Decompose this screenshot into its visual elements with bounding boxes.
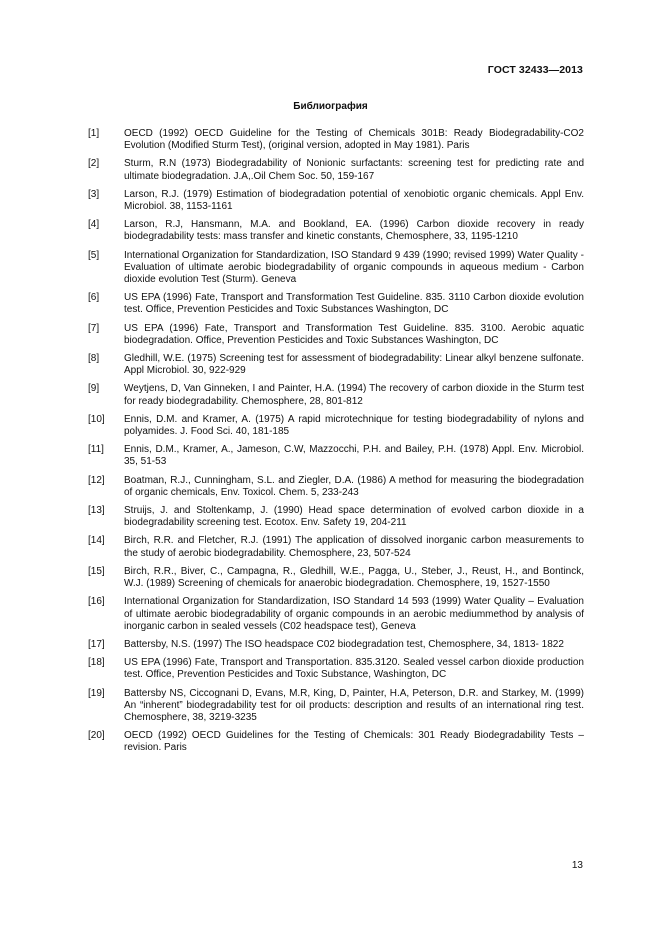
bibliography-entry [88,444,584,468]
entry-number: [3] [88,188,100,200]
entry-text: Birch, R.R., Biver, C., Campagna, R., Gledhill, W.E., Pagga, U., Steber, J., Reust, H., and Bontinck, W.J. (1989) Screening of chemicals for anaerobic biodegradation. Chemosphere, 19, 1527-1550 [124,565,584,590]
entry-number: [9] [88,383,100,395]
entry-number: [8] [88,353,100,365]
bibliography-entry [88,639,584,651]
bibliography-entry [88,596,584,633]
entry-text: US EPA (1996) Fate, Transport and Transportation. 835.3120. Sealed vessel carbon dioxide production test. Office, Prevention Pesticides and Toxic Substance, Washington, DC [124,657,584,681]
bibliography-entry [88,292,584,316]
entry-text: Gledhill, W.E. (1975) Screening test for assessment of biodegradability: Linear alkyl benzene sulfonate. Appl Microbiol. 30, 922-929 [124,353,584,377]
bibliography-entry [88,128,584,152]
bibliography-list [88,128,584,761]
entry-text: Weytjens, D, Van Ginneken, I and Painter, H.A. (1994) The recovery of carbon dioxide in the Sturm test for ready biodegradability. Chemosphere, 28, 801-812 [124,383,584,407]
bibliography-entry [88,730,584,754]
entry-text: Struijs, J. and Stoltenkamp, J. (1990) Head space determination of evolved carbon dioxide in a biodegradability screening test. Ecotox. Env. Safety 19, 204-211 [124,505,584,529]
page-number: 13 [571,860,583,871]
entry-number: [4] [88,219,100,231]
entry-text: Ennis, D.M. and Kramer, A. (1975) A rapid microtechnique for testing biodegradability of nylons and polyamides. J. Food Sci. 40, 181-185 [124,413,584,438]
bibliography-entry [88,323,584,347]
standard-code: ГОСТ 32433—2013 [487,64,583,76]
entry-number: [13] [88,505,105,517]
entry-number: [10] [88,413,105,425]
entry-text: Larson, R.J, Hansmann, M.A. and Bookland, EA. (1996) Carbon dioxide recovery in ready biodegradability tests: mass transfer and kinetic constants, Chemosphere, 33, 1195-1210 [124,219,584,243]
entry-number: [5] [88,249,100,261]
bibliography-entry [88,353,584,377]
entry-text: International Organization for Standardization, ISO Standard 14 593 (1999) Water Quality – Evaluation of ultimate aerobic biodegradability of organic compounds in an aerobic mediummethod by analysis of inorganic carbon in sealed vessels (C02 headspace test), Geneva [124,596,584,632]
entry-text: OECD (1992) OECD Guideline for the Testing of Chemicals 301B: Ready Biodegradability-CO2 Evolution (Modified Sturm Test), (original version, adopted in May 1981). Paris [124,128,584,152]
entry-number: [11] [88,444,104,456]
entry-number: [18] [88,657,105,669]
bibliography-entry [88,657,584,681]
bibliography-entry [88,566,584,590]
entry-number: [2] [88,158,100,170]
entry-text: Sturm, R.N (1973) Biodegradability of Nonionic surfactants: screening test for predicting rate and ultimate biodegradation. J.A,.Oil Chem Soc. 50, 159-167 [124,158,584,182]
entry-text: Larson, R.J. (1979) Estimation of biodegradation potential of xenobiotic organic chemicals. Appl Env. Microbiol. 38, 1153-1161 [124,188,584,213]
bibliography-entry [88,219,584,243]
entry-text: US EPA (1996) Fate, Transport and Transformation Test Guideline. 835. 3110 Carbon dioxide evolution test. Office, Prevention Pesticides and Toxic Substances Washington, DC [124,292,584,316]
entry-number: [15] [88,565,105,577]
entry-number: [16] [88,596,105,608]
entry-number: [19] [88,687,105,699]
entry-number: [12] [88,474,105,486]
entry-text: Boatman, R.J., Cunningham, S.L. and Ziegler, D.A. (1986) A method for measuring the biodegradation of organic chemicals, Env. Toxicol. Chem. 5, 233-243 [124,474,584,498]
bibliography-entry [88,535,584,559]
entry-number: [17] [88,638,105,650]
entry-text: Birch, R.R. and Fletcher, R.J. (1991) The application of dissolved inorganic carbon measurements to the study of aerobic biodegradability. Chemosphere, 23, 507-524 [124,535,584,559]
entry-text: Battersby, N.S. (1997) The ISO headspace C02 biodegradation test, Chemosphere, 34, 1813- 1822 [124,638,564,650]
entry-number: [6] [88,292,100,304]
entry-text: Ennis, D.M., Kramer, A., Jameson, C.W, Mazzocchi, P.H. and Bailey, P.H. (1978) Appl. Env. Microbiol. 35, 51-53 [124,444,584,468]
entry-text: US EPA (1996) Fate, Transport and Transformation Test Guideline. 835. 3100. Aerobic aquatic biodegradation. Office, Prevention Pesticides and Toxic Substances Washington, DC [124,322,584,346]
bibliography-entry [88,414,584,438]
bibliography-entry [88,505,584,529]
bibliography-title: Библиография [293,101,368,112]
entry-number: [14] [88,535,105,547]
bibliography-entry [88,688,584,725]
entry-text: International Organization for Standardization, ISO Standard 9 439 (1990; revised 1999) Water Quality - Evaluation of ultimate aerobic biodegradability of organic compounds in aqueous medium - Carbon dioxide evolution Test (Sturm). Geneva [124,249,584,286]
entry-number: [1] [88,128,100,139]
entry-number: [7] [88,322,100,334]
bibliography-entry [88,158,584,182]
bibliography-entry [88,383,584,407]
entry-number: [20] [88,730,105,742]
bibliography-entry [88,250,584,287]
entry-text: Battersby NS, Ciccognani D, Evans, M.R, King, D, Painter, H.A, Peterson, D.R. and Starkey, M. (1999) An “inherent” biodegradability test for oil products: description and results of an international ring test. Chemosphere, 38, 3219-3235 [124,687,584,723]
bibliography-entry [88,475,584,499]
entry-text: OECD (1992) OECD Guidelines for the Testing of Chemicals: 301 Ready Biodegradability Tests – revision. Paris [124,730,584,754]
bibliography-entry [88,189,584,213]
